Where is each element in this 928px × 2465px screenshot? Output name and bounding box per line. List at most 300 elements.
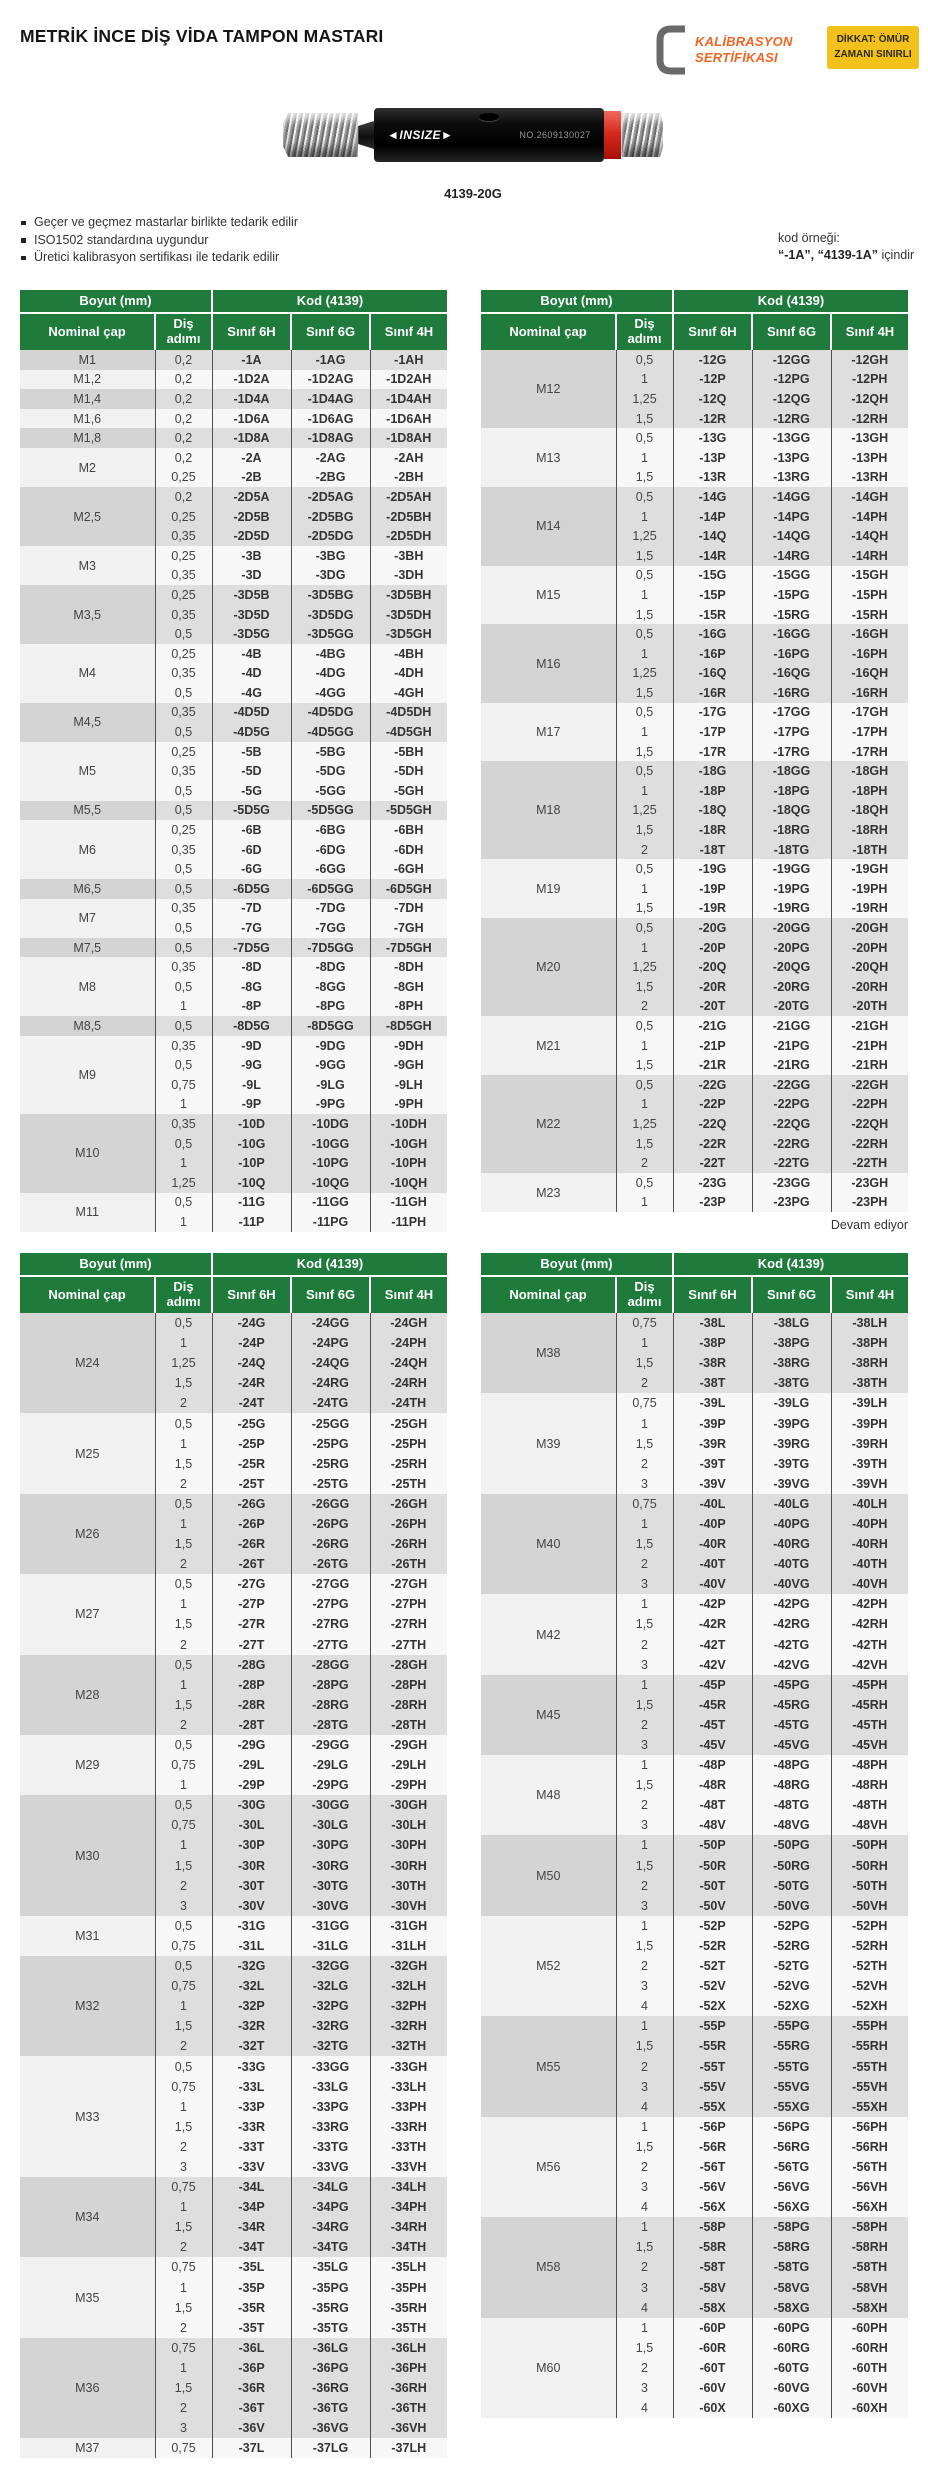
kod-cell: -34TH (370, 2237, 447, 2257)
kod-cell: -31LG (291, 1936, 370, 1956)
table-row (481, 2117, 908, 2137)
dis-adimi-cell: 1,5 (616, 1695, 673, 1715)
dis-adimi-cell: 1,5 (616, 2137, 673, 2157)
kod-cell: -60R (673, 2338, 752, 2358)
header-boyut: Boyut (mm) (481, 1253, 673, 1276)
kod-cell: -52X (673, 1996, 752, 2016)
kod-cell: -18PG (752, 781, 831, 801)
gauge-table-1 (20, 290, 447, 1232)
dis-adimi-cell: 1,5 (616, 1936, 673, 1956)
kod-cell: -10QG (291, 1173, 370, 1193)
kod-cell: -36TH (370, 2398, 447, 2418)
dis-adimi-cell: 1 (155, 1212, 212, 1232)
kod-cell: -15G (673, 566, 752, 586)
nominal-cap-cell: M4,5 (20, 703, 155, 742)
dis-adimi-cell: 0,5 (155, 879, 212, 899)
dis-adimi-cell: 2 (155, 1876, 212, 1896)
kod-cell: -28TH (370, 1715, 447, 1735)
header-sinif-6g: Sınıf 6G (291, 1276, 370, 1313)
kod-cell: -22P (673, 1095, 752, 1115)
table-row (20, 487, 447, 507)
gauge-red-band (604, 111, 622, 159)
table-row (20, 1036, 447, 1056)
kod-cell: -35L (212, 2257, 291, 2277)
kod-cell: -30P (212, 1835, 291, 1855)
kod-cell: -58P (673, 2217, 752, 2237)
code-example-note (778, 230, 924, 264)
kod-cell: -6GG (291, 859, 370, 879)
nominal-cap-cell: M1,6 (20, 409, 155, 429)
dis-adimi-cell: 2 (155, 2318, 212, 2338)
table-row (20, 2438, 447, 2458)
dis-adimi-cell: 2 (155, 1715, 212, 1735)
kod-cell: -4BG (291, 644, 370, 664)
kod-cell: -15RG (752, 605, 831, 625)
kod-cell: -26RG (291, 1534, 370, 1554)
kod-cell: -15PG (752, 585, 831, 605)
kod-cell: -19PH (831, 879, 908, 899)
kod-cell: -21RG (752, 1055, 831, 1075)
header-sinif-6h: Sınıf 6H (673, 1276, 752, 1313)
header-sinif-4h: Sınıf 4H (370, 313, 447, 350)
dis-adimi-cell: 1 (616, 1193, 673, 1213)
kod-cell: -20TG (752, 997, 831, 1017)
kod-cell: -7D5G (212, 938, 291, 958)
kod-cell: -30RH (370, 1856, 447, 1876)
kod-cell: -21GH (831, 1016, 908, 1036)
dis-adimi-cell: 0,5 (616, 1016, 673, 1036)
kod-cell: -56VH (831, 2177, 908, 2197)
kod-cell: -34TG (291, 2237, 370, 2257)
dis-adimi-cell: 0,75 (616, 1313, 673, 1333)
dis-adimi-cell: 1,5 (155, 2298, 212, 2318)
code-example-value: “-1A”, “4139-1A” içindir (778, 248, 915, 262)
kod-cell: -33TH (370, 2137, 447, 2157)
kod-cell: -32T (212, 2036, 291, 2056)
kod-cell: -3D (212, 566, 291, 586)
dis-adimi-cell: 1,25 (155, 1173, 212, 1193)
kod-cell: -14P (673, 507, 752, 527)
kod-cell: -22RH (831, 1134, 908, 1154)
kod-cell: -32L (212, 1976, 291, 1996)
kod-cell: -19GG (752, 859, 831, 879)
kod-cell: -33LH (370, 2077, 447, 2097)
kod-cell: -20QG (752, 957, 831, 977)
kod-cell: -11PH (370, 1212, 447, 1232)
kod-cell: -19P (673, 879, 752, 899)
table-row (20, 1735, 447, 1755)
kod-cell: -33V (212, 2157, 291, 2177)
kod-cell: -50PG (752, 1835, 831, 1855)
kod-cell: -9LH (370, 1075, 447, 1095)
kod-cell: -40RG (752, 1534, 831, 1554)
header-nominal-cap: Nominal çap (481, 1276, 616, 1313)
kod-cell: -39TG (752, 1454, 831, 1474)
kod-cell: -23P (673, 1193, 752, 1213)
header-kod: Kod (4139) (212, 290, 447, 313)
kod-cell: -2B (212, 468, 291, 488)
kod-cell: -34RG (291, 2217, 370, 2237)
kod-cell: -7GH (370, 918, 447, 938)
dis-adimi-cell: 3 (616, 2177, 673, 2197)
kod-cell: -34L (212, 2177, 291, 2197)
table-row (20, 2177, 447, 2197)
kod-cell: -40PH (831, 1514, 908, 1534)
kod-cell: -32PH (370, 1996, 447, 2016)
table-row (20, 879, 447, 899)
kod-cell: -38TG (752, 1373, 831, 1393)
dis-adimi-cell: 0,5 (155, 1313, 212, 1333)
kod-cell: -8D5GH (370, 1016, 447, 1036)
kod-cell: -9LG (291, 1075, 370, 1095)
kod-cell: -40TG (752, 1554, 831, 1574)
header-boyut: Boyut (mm) (20, 1253, 212, 1276)
kod-cell: -18GG (752, 761, 831, 781)
dis-adimi-cell: 0,35 (155, 605, 212, 625)
dis-adimi-cell: 0,75 (155, 1976, 212, 1996)
nominal-cap-cell: M6,5 (20, 879, 155, 899)
kod-cell: -39LG (752, 1393, 831, 1413)
kod-cell: -6D (212, 840, 291, 860)
table-row (20, 546, 447, 566)
kod-cell: -33PG (291, 2097, 370, 2117)
kod-cell: -26PH (370, 1514, 447, 1534)
kod-cell: -45TG (752, 1715, 831, 1735)
kod-cell: -15P (673, 585, 752, 605)
header-nominal-cap: Nominal çap (481, 313, 616, 350)
gauge-thread-right (621, 113, 663, 157)
kod-cell: -1D4A (212, 389, 291, 409)
kod-cell: -14GH (831, 487, 908, 507)
nominal-cap-cell: M5,5 (20, 801, 155, 821)
kod-cell: -25TG (291, 1474, 370, 1494)
table-row (20, 428, 447, 448)
kod-cell: -1D6AG (291, 409, 370, 429)
kod-cell: -48RH (831, 1775, 908, 1795)
kod-cell: -52XG (752, 1996, 831, 2016)
nominal-cap-cell: M10 (20, 1114, 155, 1192)
kod-cell: -55R (673, 2036, 752, 2056)
kod-cell: -12RH (831, 409, 908, 429)
dis-adimi-cell: 1 (616, 644, 673, 664)
dis-adimi-cell: 1 (616, 448, 673, 468)
kod-cell: -39P (673, 1413, 752, 1433)
dis-adimi-cell: 2 (155, 2137, 212, 2157)
kod-cell: -24P (212, 1333, 291, 1353)
nominal-cap-cell: M2,5 (20, 487, 155, 546)
kod-cell: -55PG (752, 2016, 831, 2036)
kod-cell: -60PH (831, 2318, 908, 2338)
dis-adimi-cell: 4 (616, 2197, 673, 2217)
kod-cell: -21RH (831, 1055, 908, 1075)
kod-cell: -33LG (291, 2077, 370, 2097)
kod-cell: -3D5D (212, 605, 291, 625)
dis-adimi-cell: 2 (155, 2237, 212, 2257)
nominal-cap-cell: M9 (20, 1036, 155, 1114)
kod-cell: -36LH (370, 2338, 447, 2358)
kod-cell: -40TH (831, 1554, 908, 1574)
kod-cell: -36PG (291, 2358, 370, 2378)
nominal-cap-cell: M1,4 (20, 389, 155, 409)
kod-cell: -45PG (752, 1675, 831, 1695)
nominal-cap-cell: M34 (20, 2177, 155, 2257)
nominal-cap-cell: M4 (20, 644, 155, 703)
table-row (20, 448, 447, 468)
dis-adimi-cell: 1 (616, 2016, 673, 2036)
kod-cell: -24RH (370, 1373, 447, 1393)
dis-adimi-cell: 0,2 (155, 409, 212, 429)
kod-cell: -56RG (752, 2137, 831, 2157)
kod-cell: -22PH (831, 1095, 908, 1115)
kod-cell: -16Q (673, 664, 752, 684)
kod-cell: -3D5BG (291, 585, 370, 605)
header-sinif-6h: Sınıf 6H (212, 313, 291, 350)
kod-cell: -13P (673, 448, 752, 468)
dis-adimi-cell: 1,5 (155, 1373, 212, 1393)
kod-cell: -39TH (831, 1454, 908, 1474)
kod-cell: -5D5G (212, 801, 291, 821)
kod-cell: -52T (673, 1956, 752, 1976)
dis-adimi-cell: 1 (616, 1095, 673, 1115)
header-sinif-6g: Sınıf 6G (752, 313, 831, 350)
kod-cell: -58R (673, 2237, 752, 2257)
kod-cell: -30PG (291, 1835, 370, 1855)
dis-adimi-cell: 0,5 (155, 1956, 212, 1976)
table-row (20, 1193, 447, 1213)
dis-adimi-cell: 1 (616, 585, 673, 605)
kod-cell: -30G (212, 1795, 291, 1815)
kod-cell: -39V (673, 1474, 752, 1494)
kod-cell: -32TH (370, 2036, 447, 2056)
dis-adimi-cell: 1,5 (155, 1454, 212, 1474)
kod-cell: -16P (673, 644, 752, 664)
kod-cell: -25R (212, 1454, 291, 1474)
nominal-cap-cell: M38 (481, 1313, 616, 1393)
kod-cell: -8GG (291, 977, 370, 997)
header-kod: Kod (4139) (212, 1253, 447, 1276)
kod-cell: -15R (673, 605, 752, 625)
dis-adimi-cell: 1 (155, 997, 212, 1017)
kod-cell: -20R (673, 977, 752, 997)
dis-adimi-cell: 3 (616, 1655, 673, 1675)
kod-cell: -18RG (752, 820, 831, 840)
kod-cell: -20TH (831, 997, 908, 1017)
dis-adimi-cell: 0,75 (155, 1815, 212, 1835)
kod-cell: -8D5GG (291, 1016, 370, 1036)
dis-adimi-cell: 1 (616, 1333, 673, 1353)
kod-cell: -11PG (291, 1212, 370, 1232)
kod-cell: -27GH (370, 1574, 447, 1594)
kod-cell: -3BH (370, 546, 447, 566)
table-row (481, 1675, 908, 1695)
kod-cell: -8D (212, 957, 291, 977)
kod-cell: -40T (673, 1554, 752, 1574)
kod-cell: -45VG (752, 1735, 831, 1755)
dis-adimi-cell: 0,5 (616, 566, 673, 586)
kod-cell: -50PH (831, 1835, 908, 1855)
dis-adimi-cell: 0,25 (155, 468, 212, 488)
kod-cell: -55X (673, 2097, 752, 2117)
kod-cell: -20GH (831, 918, 908, 938)
kod-cell: -6D5GH (370, 879, 447, 899)
kod-cell: -22GG (752, 1075, 831, 1095)
kod-cell: -2AG (291, 448, 370, 468)
dis-adimi-cell: 0,5 (616, 859, 673, 879)
dis-adimi-cell: 0,75 (616, 1393, 673, 1413)
dis-adimi-cell: 1 (616, 1916, 673, 1936)
table-row (20, 644, 447, 664)
kod-cell: -11GG (291, 1193, 370, 1213)
kod-cell: -42P (673, 1594, 752, 1614)
kod-cell: -25TH (370, 1474, 447, 1494)
dis-adimi-cell: 1,5 (616, 605, 673, 625)
kod-cell: -35PG (291, 2278, 370, 2298)
kod-cell: -1D2A (212, 370, 291, 390)
kod-cell: -1D4AG (291, 389, 370, 409)
kod-cell: -13G (673, 428, 752, 448)
nominal-cap-cell: M23 (481, 1173, 616, 1212)
kod-cell: -1AH (370, 350, 447, 370)
header-dis-adimi: Diş adımı (155, 313, 212, 350)
kod-cell: -9DG (291, 1036, 370, 1056)
kod-cell: -18TH (831, 840, 908, 860)
dis-adimi-cell: 1,25 (616, 526, 673, 546)
dis-adimi-cell: 0,25 (155, 507, 212, 527)
header-kod: Kod (4139) (673, 1253, 908, 1276)
kod-cell: -22R (673, 1134, 752, 1154)
table-row (20, 370, 447, 390)
kod-cell: -5B (212, 742, 291, 762)
nominal-cap-cell: M18 (481, 761, 616, 859)
kod-cell: -17RG (752, 742, 831, 762)
kod-cell: -15PH (831, 585, 908, 605)
kod-cell: -12R (673, 409, 752, 429)
kod-cell: -11P (212, 1212, 291, 1232)
kod-cell: -60X (673, 2398, 752, 2418)
kod-cell: -55RG (752, 2036, 831, 2056)
kod-cell: -34T (212, 2237, 291, 2257)
kod-cell: -32GH (370, 1956, 447, 1976)
dis-adimi-cell: 2 (616, 2056, 673, 2076)
dis-adimi-cell: 0,25 (155, 742, 212, 762)
kod-cell: -60TG (752, 2358, 831, 2378)
kod-cell: -1A (212, 350, 291, 370)
dis-adimi-cell: 1,5 (155, 1534, 212, 1554)
kod-cell: -17G (673, 703, 752, 723)
kod-cell: -50R (673, 1856, 752, 1876)
kod-cell: -23PH (831, 1193, 908, 1213)
table-row (481, 350, 908, 370)
kod-cell: -38PH (831, 1333, 908, 1353)
dis-adimi-cell: 1,5 (155, 2016, 212, 2036)
kod-cell: -45RG (752, 1695, 831, 1715)
kod-cell: -52VG (752, 1976, 831, 1996)
kod-cell: -25G (212, 1413, 291, 1433)
nominal-cap-cell: M7 (20, 899, 155, 938)
kod-cell: -60RH (831, 2338, 908, 2358)
kod-cell: -19R (673, 899, 752, 919)
dis-adimi-cell: 0,75 (155, 1755, 212, 1775)
kod-cell: -20P (673, 938, 752, 958)
kod-cell: -10G (212, 1134, 291, 1154)
table-row (481, 1916, 908, 1936)
dis-adimi-cell: 1,5 (616, 899, 673, 919)
kod-cell: -21G (673, 1016, 752, 1036)
kod-cell: -42V (673, 1655, 752, 1675)
dis-adimi-cell: 1 (155, 1675, 212, 1695)
kod-cell: -30PH (370, 1835, 447, 1855)
kod-cell: -38PG (752, 1333, 831, 1353)
kod-cell: -24PG (291, 1333, 370, 1353)
nominal-cap-cell: M60 (481, 2318, 616, 2418)
kod-cell: -9PG (291, 1095, 370, 1115)
dis-adimi-cell: 1 (616, 722, 673, 742)
kod-cell: -1D4AH (370, 389, 447, 409)
table-row (20, 899, 447, 919)
dis-adimi-cell: 3 (616, 2278, 673, 2298)
kod-cell: -20QH (831, 957, 908, 977)
kod-cell: -5BG (291, 742, 370, 762)
kod-cell: -56TG (752, 2157, 831, 2177)
kod-cell: -22TG (752, 1153, 831, 1173)
table-row (481, 1494, 908, 1514)
kod-cell: -18GH (831, 761, 908, 781)
kod-cell: -60T (673, 2358, 752, 2378)
kod-cell: -17R (673, 742, 752, 762)
kod-cell: -28GH (370, 1655, 447, 1675)
kod-cell: -50P (673, 1835, 752, 1855)
kod-cell: -13PH (831, 448, 908, 468)
kod-cell: -38T (673, 1373, 752, 1393)
kod-cell: -26GG (291, 1494, 370, 1514)
kod-cell: -18QH (831, 801, 908, 821)
nominal-cap-cell: M28 (20, 1655, 155, 1735)
kod-cell: -10QH (370, 1173, 447, 1193)
kod-cell: -50RH (831, 1856, 908, 1876)
table-row (20, 1494, 447, 1514)
kod-cell: -6DG (291, 840, 370, 860)
kod-cell: -29GH (370, 1735, 447, 1755)
dis-adimi-cell: 1,5 (616, 2036, 673, 2056)
dis-adimi-cell: 0,5 (616, 350, 673, 370)
kod-cell: -10D (212, 1114, 291, 1134)
kod-cell: -5DG (291, 761, 370, 781)
kod-cell: -25GH (370, 1413, 447, 1433)
kod-cell: -33L (212, 2077, 291, 2097)
kod-cell: -29P (212, 1775, 291, 1795)
nominal-cap-cell: M1 (20, 350, 155, 370)
kod-cell: -12PH (831, 370, 908, 390)
kod-cell: -3D5DG (291, 605, 370, 625)
header-nominal-cap: Nominal çap (20, 1276, 155, 1313)
kod-cell: -52R (673, 1936, 752, 1956)
dis-adimi-cell: 0,75 (155, 2077, 212, 2097)
kod-cell: -1D2AG (291, 370, 370, 390)
kod-cell: -17RH (831, 742, 908, 762)
kod-cell: -7DH (370, 899, 447, 919)
kod-cell: -24R (212, 1373, 291, 1393)
dis-adimi-cell: 0,5 (155, 1735, 212, 1755)
dis-adimi-cell: 1,25 (616, 664, 673, 684)
dis-adimi-cell: 0,25 (155, 546, 212, 566)
kod-cell: -34LH (370, 2177, 447, 2197)
kod-cell: -56X (673, 2197, 752, 2217)
kod-cell: -24TH (370, 1393, 447, 1413)
dis-adimi-cell: 1 (616, 2117, 673, 2137)
dis-adimi-cell: 0,5 (616, 624, 673, 644)
kod-cell: -8GH (370, 977, 447, 997)
kod-cell: -55P (673, 2016, 752, 2036)
